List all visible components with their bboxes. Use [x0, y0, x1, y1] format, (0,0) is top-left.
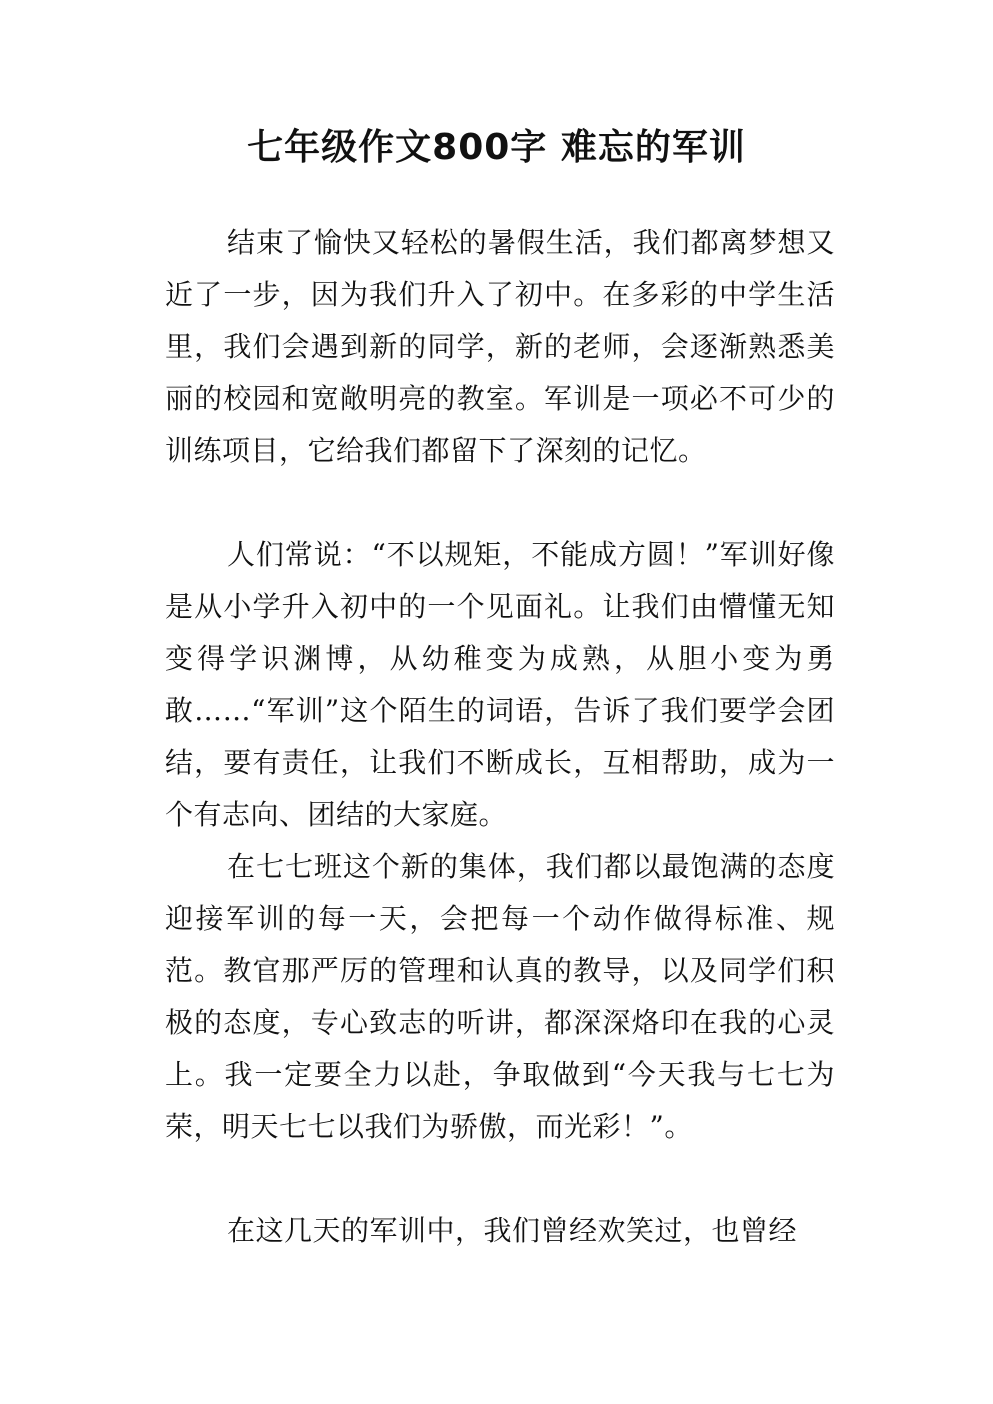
paragraph-spacer [165, 1153, 835, 1205]
paragraph-3: 在七七班这个新的集体，我们都以最饱满的态度迎接军训的每一天，会把每一个动作做得标准、规范。教官那严厉的管理和认真的教导，以及同学们积极的态度，专心致志的听讲，都深深烙印在我的心灵上。我一定要全力以赴，争取做到“今天我与七七为荣，明天七七以我们为骄傲，而光彩！”。 [165, 850, 835, 1143]
document-title: 七年级作文800字 难忘的军训 [247, 127, 746, 168]
paragraph-2: 人们常说：“不以规矩，不能成方圆！”军训好像是从小学升入初中的一个见面礼。让我们由懵懂无知变得学识渊博，从幼稚变为成熟，从胆小变为勇敢……“军训”这个陌生的词语，告诉了我们要学会团结，要有责任，让我们不断成长，互相帮助，成为一个有志向、团结的大家庭。 [165, 538, 835, 831]
paragraph-1: 结束了愉快又轻松的暑假生活，我们都离梦想又近了一步，因为我们升入了初中。在多彩的中学生活里，我们会遇到新的同学，新的老师，会逐渐熟悉美丽的校园和宽敞明亮的教室。军训是一项必不可少的训练项目，它给我们都留下了深刻的记忆。 [165, 226, 835, 467]
document-body [165, 217, 835, 1257]
paragraph-spacer [165, 477, 835, 529]
paragraph-4: 在这几天的军训中，我们曾经欢笑过，也曾经 [227, 1214, 798, 1247]
